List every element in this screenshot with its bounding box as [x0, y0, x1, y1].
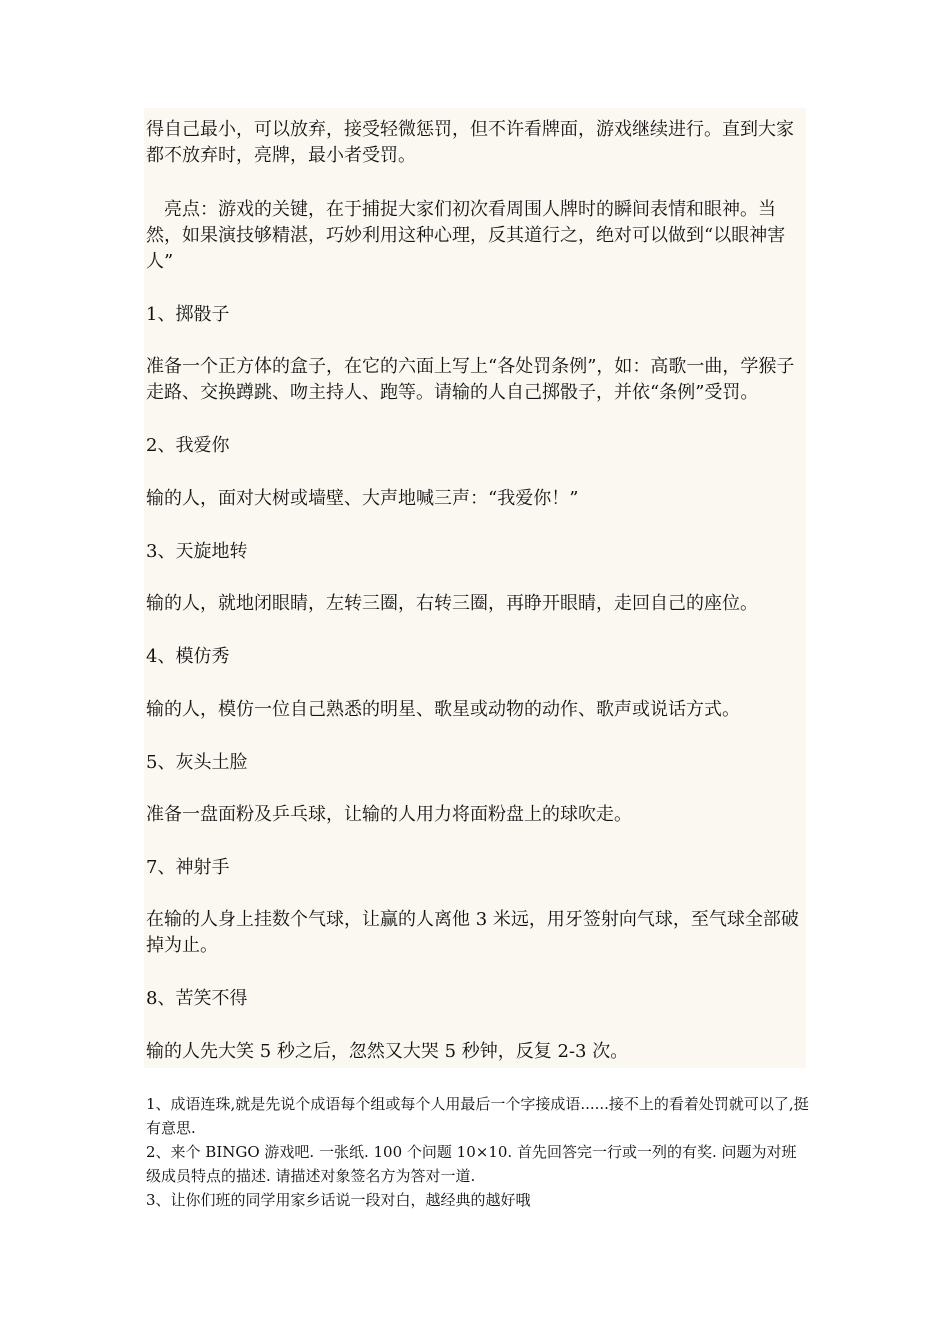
intro-continuation: 得自己最小，可以放弃，接受轻微惩罚，但不许看牌面，游戏继续进行。直到大家都不放弃时，亮牌，最小者受罚。	[146, 119, 794, 166]
item-desc-7: 在输的人身上挂数个气球，让赢的人离他 3 米远，用牙签射向气球，至气球全部破掉为止。	[146, 909, 799, 956]
item-title-1: 1、掷骰子	[146, 304, 230, 325]
item-title-8: 8、苦笑不得	[146, 988, 248, 1009]
item-title-3: 3、天旋地转	[146, 541, 248, 562]
intro-highlight: 亮点：游戏的关键，在于捕捉大家们初次看周围人牌时的瞬间表情和眼神。当然，如果演技够精湛，巧妙利用这种心理，反其道行之，绝对可以做到“以眼神害人”	[146, 199, 786, 272]
item-title-2: 2、我爱你	[146, 435, 230, 456]
item-desc-5: 准备一盘面粉及乒乓球，让输的人用力将面粉盘上的球吹走。	[146, 804, 632, 825]
item-desc-3: 输的人，就地闭眼睛，左转三圈，右转三圈，再睁开眼睛，走回自己的座位。	[146, 593, 758, 614]
item-desc-8: 输的人先大笑 5 秒之后，忽然又大哭 5 秒钟，反复 2-3 次。	[146, 1041, 629, 1062]
item-title-4: 4、模仿秀	[146, 646, 230, 667]
item-title-5: 5、灰头土脸	[146, 752, 248, 773]
extra-1: 1、成语连珠,就是先说个成语每个组或每个人用最后一个字接成语......接不上的看着处罚就可以了,挺有意思.	[146, 1095, 809, 1137]
extra-3: 3、让你们班的同学用家乡话说一段对白，越经典的越好哦	[146, 1191, 531, 1209]
extra-2: 2、来个 BINGO 游戏吧. 一张纸. 100 个问题 10×10. 首先回答完一行或一列的有奖. 问题为对班级成员特点的描述. 请描述对象签名方为答对一道.	[146, 1143, 797, 1185]
item-desc-4: 输的人，模仿一位自己熟悉的明星、歌星或动物的动作、歌声或说话方式。	[146, 699, 740, 720]
item-title-7: 7、神射手	[146, 857, 230, 878]
item-desc-1: 准备一个正方体的盒子，在它的六面上写上“各处罚条例”，如：高歌一曲，学猴子走路、交换蹲跳、吻主持人、跑等。请输的人自己掷骰子，并依“条例”受罚。	[146, 356, 795, 403]
item-desc-2: 输的人，面对大树或墙壁、大声地喊三声：“我爱你！”	[146, 488, 579, 509]
